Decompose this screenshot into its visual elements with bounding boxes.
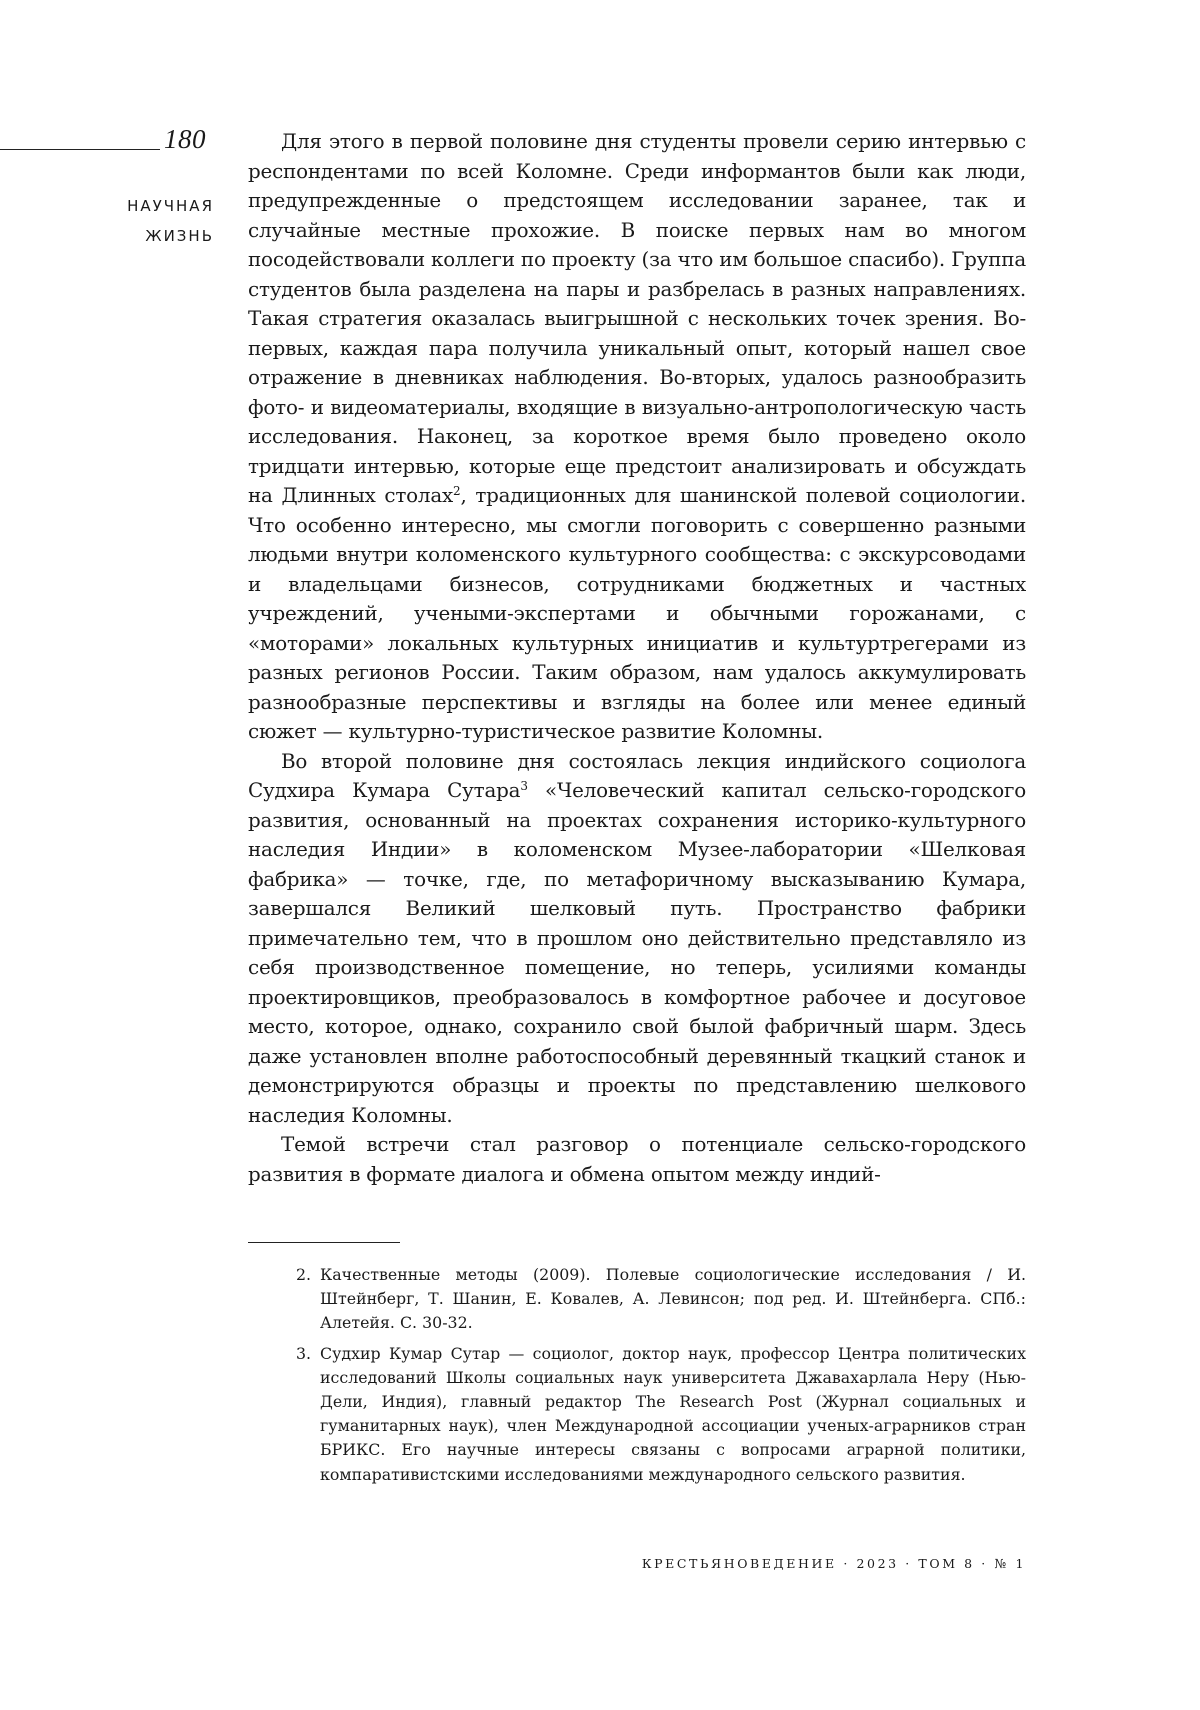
footnote-rule xyxy=(248,1242,400,1243)
paragraph-1-lead: Для этого в первой половине дня студенты провели серию интервью с респондентами по всей Коломне. Среди информантов были как люди, предупрежденные о предстоящем исследовании заранее, так и случайные местные прохожие. В поиске первых нам во многом посодействовали коллеги по проекту (за что им большое спасибо). Группа студентов была разделена на пары и разбрелась в разных направлениях. Такая стратегия оказалась выигрышной с нескольких точек зрения. Во-первых, каждая пара получила уникальный опыт, который нашел свое отражение в дневниках наблюдения. Во-вторых, удалось разнообразить фото- и видеоматериалы, входящие в визуально-антропологическую часть исследования. Наконец, за короткое время было проведено около тридцати интервью, которые еще предстоит анализировать и обсуждать на Длинных столах xyxy=(248,130,1026,507)
footnote-text: Качественные методы (2009). Полевые социологические исследования / И. Штейнберг, Т. Шанин, Е. Ковалев, А. Левинсон; под ред. И. Штейнберга. СПб.: Алетейя. С. 30-32. xyxy=(320,1265,1026,1333)
section-label xyxy=(110,191,214,251)
footnotes xyxy=(296,1263,1026,1493)
section-label-line1: НАУЧНАЯ xyxy=(127,197,214,215)
margin-rule xyxy=(0,149,160,150)
footnote-number: 3. xyxy=(296,1343,312,1363)
journal-footer: КРЕСТЬЯНОВЕДЕНИЕ · 2023 · ТОМ 8 · № 1 xyxy=(641,1556,1026,1571)
paragraph-1 xyxy=(248,127,1026,747)
paragraph-3: Темой встречи стал разговор о потенциале сельско-городского развития в формате диалога и обмена опытом между индий- xyxy=(248,1133,1026,1186)
paragraph-2-lead: Во второй половине дня состоялась лекция индийского социолога Судхира Кумара Сутара xyxy=(248,749,1026,802)
section-label-line2: ЖИЗНЬ xyxy=(145,227,214,245)
page-number: 180 xyxy=(164,124,206,154)
footnote-ref-3[interactable]: 3 xyxy=(520,779,528,793)
footnote-number: 2. xyxy=(296,1265,312,1284)
footnote-text: Судхир Кумар Сутар — социолог, доктор наук, профессор Центра политических исследований Школы социальных наук университета Джавахарлала Неру (Нью-Дели, Индия), главный редактор The Research Post (Журнал социальных и гуманитарных наук), член Международной ассоциации ученых-аграрников стран БРИКС. Его научные интересы связаны с вопросами аграрной политики, компаративистскими исследованиями международного сельского развития. xyxy=(320,1343,1026,1484)
paragraph-2 xyxy=(248,747,1026,1131)
footnote-3 xyxy=(296,1342,1026,1487)
footnote-2 xyxy=(296,1263,1026,1336)
paragraph-1-tail: , традиционных для шанинской полевой социологии. Что особенно интересно, мы смогли поговорить с совершенно разными людьми внутри коломенского культурного сообщества: с экскурсоводами и владельцами бизнесов, сотрудниками бюджетных и частных учреждений, учеными-экспертами и обычными горожанами, с «моторами» локальных культурных инициатив и культуртрегерами из разных регионов России. Таким образом, нам удалось аккумулировать разнообразные перспективы и взгляды на более или менее единый сюжет — культурно-туристическое развитие Коломны. xyxy=(248,484,1026,743)
article-body xyxy=(248,127,1026,1189)
paragraph-2-tail: «Человеческий капитал сельско-городского развития, основанный на проектах сохранения историко-культурного наследия Индии» в коломенском Музее-лаборатории «Шелковая фабрика» — точке, где, по метафоричному высказыванию Кумара, завершался Великий шелковый путь. Пространство фабрики примечательно тем, что в прошлом оно действительно представляло из себя производственное помещение, но теперь, усилиями команды проектировщиков, преобразовалось в комфортное рабочее и досуговое место, которое, однако, сохранило свой былой фабричный шарм. Здесь даже установлен вполне работоспособный деревянный ткацкий станок и демонстрируются образцы и проекты по представлению шелкового наследия Коломны. xyxy=(248,779,1026,1127)
footnote-ref-2[interactable]: 2 xyxy=(453,484,461,498)
